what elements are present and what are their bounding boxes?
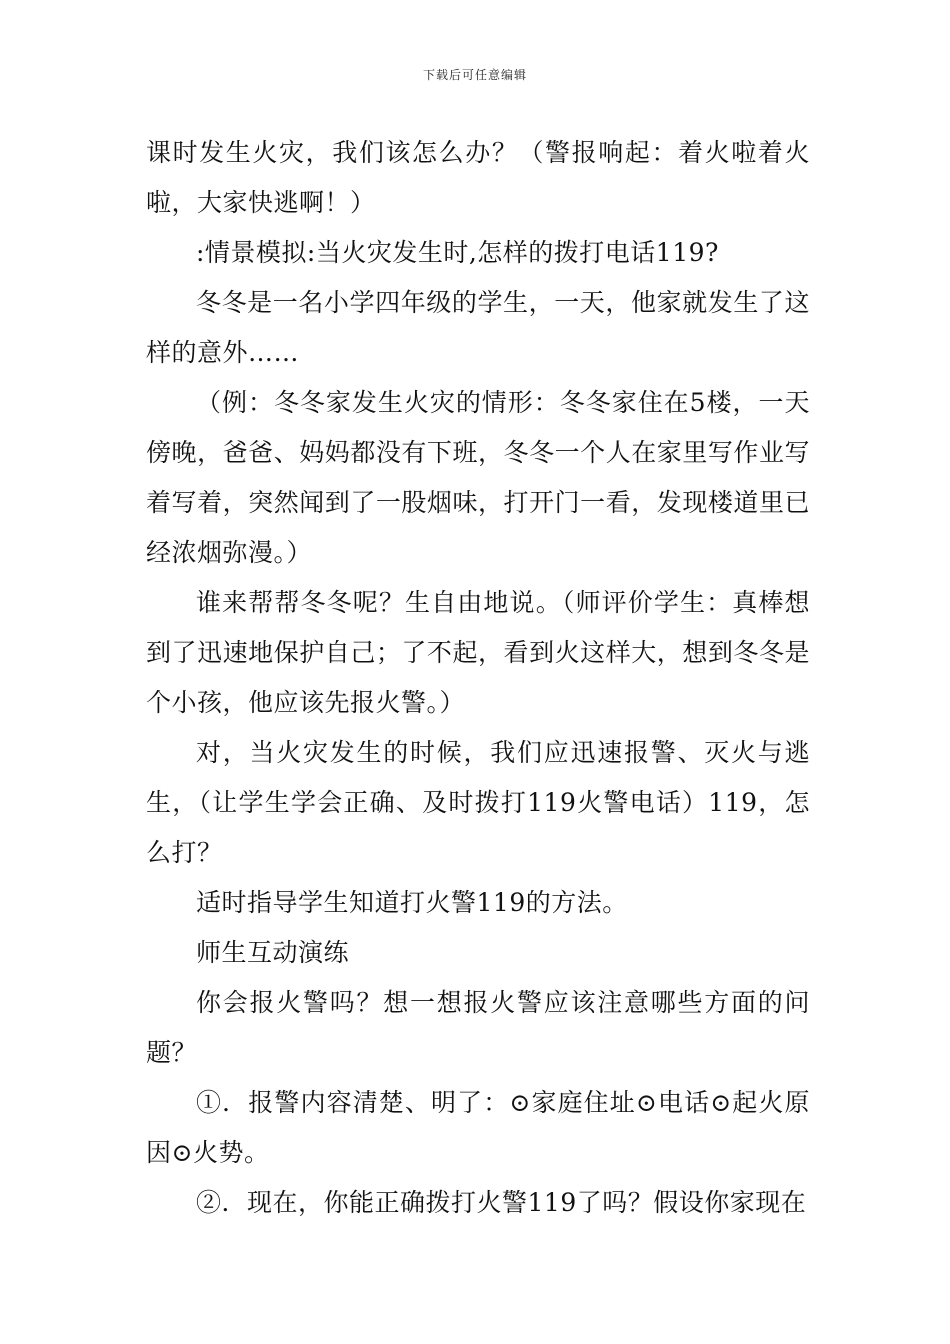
paragraph-question: 你会报火警吗？想一想报火警应该注意哪些方面的问题？ xyxy=(146,988,810,1067)
paragraph-report-fire: 对，当火灾发生的时候，我们应迅速报警、灭火与逃生，（让学生学会正确、及时拨打119火警电话）119，怎么打？ xyxy=(146,738,810,867)
paragraph-point-two: ②．现在，你能正确拨打火警119了吗？假设你家现在 xyxy=(196,1188,807,1217)
paragraph-dongdong-intro: 冬冬是一名小学四年级的学生，一天，他家就发生了这样的意外…… xyxy=(146,288,810,367)
page-header: 下载后可任意编辑 xyxy=(422,68,527,82)
paragraph-who-helps: 谁来帮帮冬冬呢？生自由地说。（师评价学生：真棒想到了迅速地保护自己；了不起，看到火这样大，想到冬冬是个小孩，他应该先报火警。） xyxy=(146,588,810,717)
paragraph-continuation: 课时发生火灾，我们该怎么办？（警报响起：着火啦着火啦，大家快逃啊！） xyxy=(146,138,810,217)
paragraph-scenario-heading: :情景模拟:当火灾发生时,怎样的拨打电话119? xyxy=(196,238,719,267)
paragraph-example: （例：冬冬家发生火灾的情形：冬冬家住在5楼，一天傍晚，爸爸、妈妈都没有下班，冬冬一个人在家里写作业写着写着，突然闻到了一股烟味，打开门一看，发现楼道里已经浓烟弥漫。） xyxy=(146,388,810,567)
document-body xyxy=(146,128,810,1228)
paragraph-point-one: ①．报警内容清楚、明了：⊙家庭住址⊙电话⊙起火原因⊙火势。 xyxy=(146,1088,810,1167)
paragraph-interaction-heading: 师生互动演练 xyxy=(196,938,350,967)
paragraph-guidance: 适时指导学生知道打火警119的方法。 xyxy=(196,888,628,917)
